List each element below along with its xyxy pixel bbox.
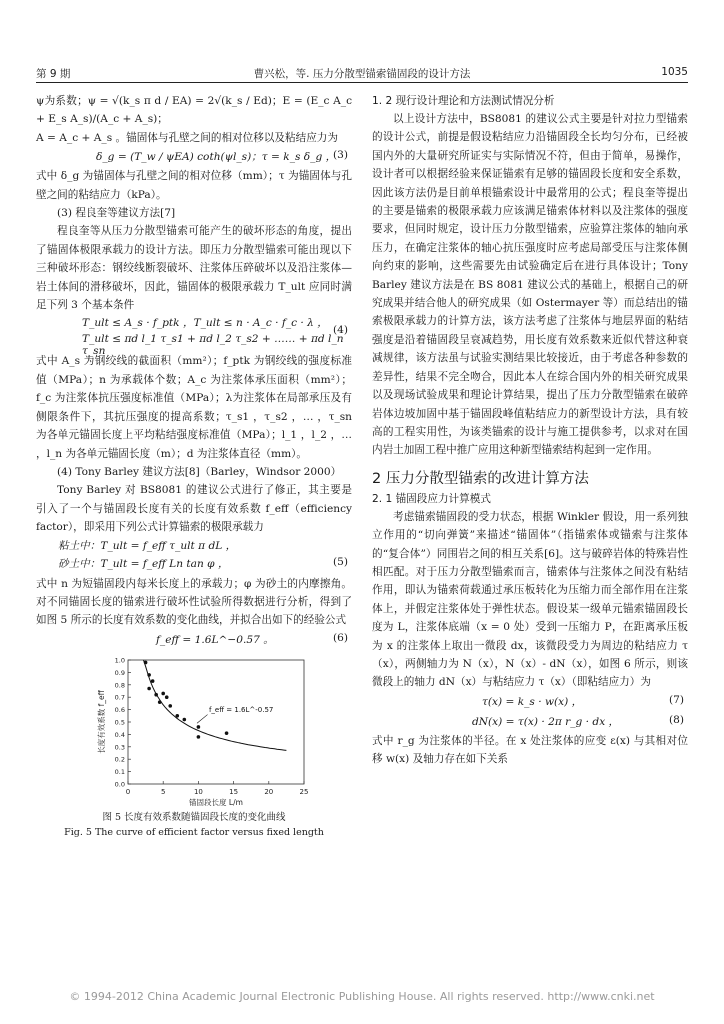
y-tick-label: 1.0: [114, 656, 125, 665]
coefficient-line-2: A = A_c + A_s 。锚固体与孔壁之间的相对位移以及粘结应力为: [36, 131, 338, 144]
paragraph-method-analysis: 以上设计方法中，BS8081 的建议公式主要是针对拉力型锚索的设计公式，前提是假设粘结应力沿锚固段全长均匀分布，已经被国内外的大量研究所证实与实际情况不符，但由于简单，易操作，设计者可以根据经验来保证锚索有足够的锚固段长度和安全系数，因此该方法仍是目前单根锚索设计中最常用的公式；程良奎等提出的主要是锚索的极限承载力应该满足锚索体材料以及注浆体的强度要求，但同时规定，设计压力分散型锚索，应验算注浆体的轴向承压力，在确定注浆体的轴心抗压强度时应考虑局部受压与注浆体侧向约束的影响，这些需要先由试验确定后在进行具体设计；Tony Barley 建议方法是在 BS 8081 建议公式的基础上，根据自己的研究成果并结合他人的研究成果（如 Ostermayer 等）而总结出的锚索极限承载力的计算方法，该方法考虑了注浆体与地层界面的粘结强度是沿着锚固段呈衰减趋势，用长度有效系数来近似代替这种衰减规律，该方法虽与试验实测结果比较接近，由于考虑各种参数的差异性，结果不完全吻合，因此本人在综合国内外的相关研究成果以及现场试验成果和理论计算结果，提出了压力分散型锚索在破碎岩体边坡加固中基于锚固段峰值粘结应力的新型设计方法，具有较高的工程实用性，为该类锚索的设计与施工提供参考，以求对在国内岩土加固工程中推广应用这种新型锚索结构起到一定作用。: [372, 113, 688, 457]
figure-5-chart: [36, 650, 352, 806]
running-header: [36, 66, 688, 82]
issue-number: 第 9 期: [36, 68, 71, 80]
paragraph-eq5-variables: 式中 n 为短锚固段内每米长度上的承载力；φ 为砂土的内摩擦角。对不同锚固长度的锚索进行破坏性试验所得数据进行分析，得到了如图 5 所示的长度有效系数的变化曲线，并拟合出如下的经验公式: [36, 577, 352, 627]
equation-4: [36, 314, 352, 358]
equation-7: [372, 692, 688, 712]
x-tick-label: 10: [193, 787, 203, 796]
data-point: [197, 725, 201, 729]
figure-5-caption-en: Fig. 5 The curve of efficient factor versus fixed length: [64, 826, 324, 838]
data-point: [151, 679, 155, 683]
running-title: 曹兴松，等. 压力分散型锚索锚固段的设计方法: [253, 68, 471, 80]
equation-5-sand: 砂土中：T_ult = f_eff Ln tan φ ，: [58, 557, 229, 570]
y-tick-label: 0.4: [114, 730, 125, 739]
y-tick-label: 0.1: [114, 767, 125, 776]
data-point: [161, 691, 165, 695]
x-tick-label: 20: [264, 787, 274, 796]
data-point: [147, 673, 151, 677]
paragraph-delta-definition: 式中 δ_g 为锚固体与孔壁之间的相对位移（mm）；τ 为锚固体与孔壁之间的粘结应力（kPa）。: [36, 170, 352, 201]
data-point: [165, 695, 169, 699]
header-rule: [36, 82, 688, 83]
data-point: [144, 660, 148, 664]
section-heading-1-2: 1. 2 现行设计理论和方法测试情况分析: [372, 95, 555, 107]
page-number: 1035: [661, 66, 688, 78]
equation-6-body: f_eff = 1.6L^−0.57 。: [156, 633, 274, 646]
equation-6-number: (6): [332, 631, 348, 644]
paragraph-barley-method: Tony Barley 对 BS8081 的建议公式进行了修正，其主要是引入了一个与锚固段长度有关的长度有效系数 f_eff（efficiency factor），即采用下列公式计算锚索的极限承载力: [36, 484, 352, 534]
fit-annotation: f_eff = 1.6L^-0.57: [208, 705, 274, 714]
section-heading-2: 2 压力分散型锚索的改进计算方法: [372, 470, 589, 487]
equation-8: [372, 712, 688, 732]
equation-3-number: (3): [332, 149, 348, 162]
y-tick-label: 0.3: [114, 743, 125, 752]
equation-5: [36, 537, 352, 575]
section-heading-method-4: (4) Tony Barley 建议方法[8]（Barley，Windsor 2000）: [57, 465, 342, 478]
data-point: [168, 704, 172, 708]
data-point: [154, 693, 158, 697]
data-point: [175, 714, 179, 718]
y-tick-label: 0.9: [114, 668, 125, 677]
equation-4-line-2: T_ult ≤ πd l_1 τ_s1 + πd l_2 τ_s2 + …… + πd l_n τ_sn: [82, 333, 344, 358]
data-point: [158, 700, 162, 704]
equation-6: [36, 630, 352, 650]
equation-3-body: δ_g = (T_w / ψEA) coth(ψl_s)；τ = k_s δ_g ，: [96, 151, 337, 164]
section-heading-method-3: (3) 程良奎等建议方法[7]: [57, 207, 176, 220]
left-column: [36, 92, 352, 882]
figure-5-caption-cn: 图 5 长度有效系数随锚固段长度的变化曲线: [102, 811, 286, 823]
copyright-footer: © 1994-2012 China Academic Journal Electronic Publishing House. All rights reserved. http://www.cnki.net: [69, 990, 655, 1003]
plot-frame: [128, 660, 304, 784]
x-tick-label: 5: [160, 787, 166, 796]
x-axis-label: 锚固段长度 L/m: [189, 797, 243, 806]
paragraph-strain-relation: 式中 r_g 为注浆体的半径。在 x 处注浆体的应变 ε(x) 与其相对位移 w(x) 及轴力存在如下关系: [372, 734, 688, 766]
figure-5: [36, 650, 352, 882]
section-heading-2-1: 2. 1 锚固段应力计算模式: [372, 492, 491, 505]
x-tick-label: 15: [229, 787, 239, 796]
paragraph-cheng-method: 程良奎等从压力分散型锚索可能产生的破坏形态的角度，提出了锚固体极限承载力的设计方法。即压力分散型锚索可能出现以下三种破坏形态：钢绞线断裂破坏、注浆体压碎破坏以及沿注浆体—岩土体间的滑移破坏，因此，锚固体的极限承载力 T_ult 应同时满足下列 3 个基本条件: [36, 225, 352, 312]
equation-3: [36, 147, 352, 167]
data-point: [183, 717, 187, 721]
y-tick-label: 0.7: [114, 693, 125, 702]
y-tick-label: 0.0: [114, 780, 125, 789]
y-tick-label: 0.8: [114, 681, 125, 690]
equation-7-body: τ(x) = k_s · w(x) ，: [482, 695, 583, 708]
equation-4-line-1: T_ult ≤ A_s · f_ptk ，T_ult ≤ n · A_c · f_c · λ ，: [82, 317, 328, 330]
y-tick-label: 0.2: [114, 755, 125, 764]
equation-5-number: (5): [332, 555, 348, 568]
x-tick-label: 0: [125, 787, 131, 796]
annotation-leader: [197, 714, 208, 723]
y-axis-label: 长度有效系数 f_eff: [97, 689, 106, 754]
paragraph-winkler-model: 考虑锚索锚固段的受力状态，根据 Winkler 假设，用一系列独立作用的“切向弹簧”来描述“锚固体”（指锚索体或锚索与注浆体的“复合体”）同围岩之间的相互关系[6]。这与破碎岩体的特殊岩性相匹配。对于压力分散型锚索而言，锚索体与注浆体之间没有粘结作用，即认为锚索荷载通过承压板转化为压缩力而全部作用在注浆体上，并假定注浆体处于弹性状态。假设某一级单元锚索锚固段长度为 L，注浆体底端（x = 0 处）受到一压缩力 P，在距离承压板为 x 的注浆体上取出一微段 dx，该微段受力为周边的粘结应力 τ（x），两侧轴力为 N（x），N（x）- dN（x），如图 6 所示，则该微段上的轴力 dN（x）与粘结应力 τ（x）（即粘结应力）为: [372, 510, 688, 689]
data-point: [225, 731, 229, 735]
data-point: [197, 735, 201, 739]
equation-8-number: (8): [668, 713, 684, 726]
coefficient-line: ψ为系数；ψ = √(k_s π d / EA) = 2√(k_s / Ed)；E = (E_c A_c + E_s A_s)/(A_c + A_s)；: [36, 95, 352, 126]
y-tick-label: 0.5: [114, 718, 125, 727]
data-point: [147, 686, 151, 690]
equation-7-number: (7): [668, 693, 684, 706]
equation-8-body: dN(x) = τ(x) · 2π r_g · dx ，: [472, 715, 620, 728]
paragraph-eq4-variables: 式中 A_s 为钢绞线的截面积（mm²）；f_ptk 为钢绞线的强度标准值（MPa）；n 为承载体个数；A_c 为注浆体承压面积（mm²）；f_c 为注浆体抗压强度标准值（MPa）；λ为注浆体在局部承压及有侧限条件下，其抗压强度的提高系数；τ_s1 ，τ_s2 ，… ，τ_sn 为各单元锚固长度上平均粘结强度标准值（MPa）；l_1 ，l_2 ，… ，l_n 为各单元锚固长度（m）；d 为注浆体直径（mm）。: [36, 355, 352, 460]
equation-4-number: (4): [332, 324, 348, 337]
x-tick-label: 25: [299, 787, 309, 796]
equation-5-clay: 粘土中：T_ult = f_eff τ_ult π dL ，: [58, 539, 237, 552]
y-tick-label: 0.6: [114, 705, 125, 714]
right-column: [372, 92, 688, 769]
